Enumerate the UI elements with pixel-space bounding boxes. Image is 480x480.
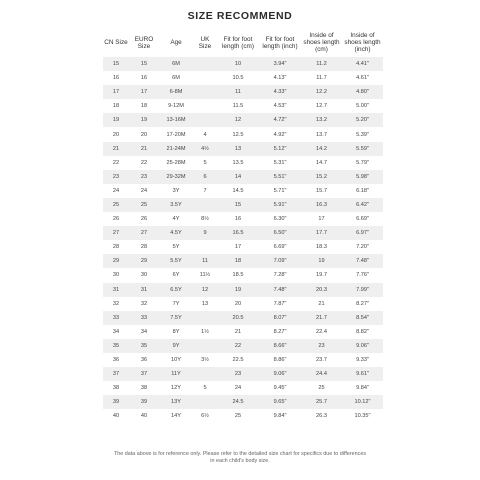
cell-uk-size — [193, 71, 217, 85]
table-row — [103, 283, 383, 297]
cell-cn-size: 23 — [103, 170, 129, 184]
cell-foot-length-inch: 9.06" — [259, 367, 301, 381]
cell-inside-length-inch: 4.80" — [342, 85, 383, 99]
cell-euro-size: 18 — [129, 99, 159, 113]
table-row — [103, 71, 383, 85]
cell-foot-length-inch: 3.94" — [259, 57, 301, 71]
table-row — [103, 395, 383, 409]
cell-uk-size: 6 — [193, 170, 217, 184]
cell-cn-size: 24 — [103, 184, 129, 198]
cell-foot-length-cm: 18.5 — [217, 268, 259, 282]
cell-inside-length-inch: 7.99" — [342, 283, 383, 297]
cell-foot-length-inch: 4.92" — [259, 127, 301, 141]
cell-inside-length-cm: 17 — [301, 212, 342, 226]
cell-age: 7Y — [159, 297, 193, 311]
cell-euro-size: 28 — [129, 240, 159, 254]
cell-inside-length-cm: 20.3 — [301, 283, 342, 297]
header-row — [103, 28, 383, 57]
cell-inside-length-cm: 21 — [301, 297, 342, 311]
cell-uk-size — [193, 240, 217, 254]
cell-inside-length-cm: 24.4 — [301, 367, 342, 381]
cell-inside-length-cm: 18.3 — [301, 240, 342, 254]
cell-cn-size: 39 — [103, 395, 129, 409]
header-cn-size: CN Size — [104, 39, 128, 46]
cell-age: 8Y — [159, 325, 193, 339]
cell-inside-length-inch: 7.76" — [342, 268, 383, 282]
cell-cn-size: 25 — [103, 198, 129, 212]
cell-euro-size: 23 — [129, 170, 159, 184]
table-row — [103, 353, 383, 367]
cell-foot-length-cm: 21 — [217, 325, 259, 339]
cell-cn-size: 31 — [103, 283, 129, 297]
cell-uk-size: 6½ — [193, 409, 217, 423]
cell-foot-length-cm: 22 — [217, 339, 259, 353]
cell-uk-size — [193, 198, 217, 212]
cell-cn-size: 34 — [103, 325, 129, 339]
cell-uk-size — [193, 311, 217, 325]
cell-inside-length-cm: 16.3 — [301, 198, 342, 212]
cell-age: 29-32M — [159, 170, 193, 184]
cell-inside-length-cm: 12.7 — [301, 99, 342, 113]
cell-inside-length-inch: 9.61" — [342, 367, 383, 381]
cell-uk-size — [193, 367, 217, 381]
cell-foot-length-inch: 8.07" — [259, 311, 301, 325]
cell-age: 3Y — [159, 184, 193, 198]
cell-cn-size: 35 — [103, 339, 129, 353]
cell-foot-length-cm: 19 — [217, 283, 259, 297]
cell-inside-length-cm: 14.2 — [301, 142, 342, 156]
cell-age: 4.5Y — [159, 226, 193, 240]
cell-cn-size: 36 — [103, 353, 129, 367]
cell-euro-size: 16 — [129, 71, 159, 85]
cell-inside-length-cm: 25.7 — [301, 395, 342, 409]
cell-euro-size: 20 — [129, 127, 159, 141]
cell-inside-length-inch: 10.12" — [342, 395, 383, 409]
cell-foot-length-inch: 8.86" — [259, 353, 301, 367]
cell-cn-size: 26 — [103, 212, 129, 226]
cell-foot-length-cm: 20 — [217, 297, 259, 311]
cell-cn-size: 30 — [103, 268, 129, 282]
cell-uk-size — [193, 339, 217, 353]
cell-euro-size: 37 — [129, 367, 159, 381]
cell-foot-length-cm: 14.5 — [217, 184, 259, 198]
cell-age: 13Y — [159, 395, 193, 409]
cell-uk-size — [193, 99, 217, 113]
cell-uk-size: 5 — [193, 156, 217, 170]
cell-inside-length-cm: 25 — [301, 381, 342, 395]
cell-uk-size: 5 — [193, 381, 217, 395]
cell-inside-length-cm: 12.2 — [301, 85, 342, 99]
cell-inside-length-cm: 13.7 — [301, 127, 342, 141]
cell-cn-size: 40 — [103, 409, 129, 423]
cell-euro-size: 30 — [129, 268, 159, 282]
cell-inside-length-cm: 19 — [301, 254, 342, 268]
table-row — [103, 325, 383, 339]
cell-age: 6-8M — [159, 85, 193, 99]
table-row — [103, 127, 383, 141]
cell-inside-length-inch: 4.61" — [342, 71, 383, 85]
cell-inside-length-inch: 5.39" — [342, 127, 383, 141]
cell-inside-length-inch: 5.79" — [342, 156, 383, 170]
cell-euro-size: 15 — [129, 57, 159, 71]
cell-foot-length-inch: 5.91" — [259, 198, 301, 212]
cell-inside-length-cm: 15.2 — [301, 170, 342, 184]
cell-age: 6.5Y — [159, 283, 193, 297]
cell-uk-size: 9 — [193, 226, 217, 240]
table-row — [103, 85, 383, 99]
cell-inside-length-inch: 5.20" — [342, 113, 383, 127]
header-euro-size: EURO Size — [134, 35, 154, 50]
cell-euro-size: 21 — [129, 142, 159, 156]
cell-age: 3.5Y — [159, 198, 193, 212]
cell-foot-length-cm: 13 — [217, 142, 259, 156]
cell-foot-length-cm: 12.5 — [217, 127, 259, 141]
cell-euro-size: 38 — [129, 381, 159, 395]
cell-uk-size: 13 — [193, 297, 217, 311]
table-row — [103, 268, 383, 282]
cell-inside-length-inch: 5.98" — [342, 170, 383, 184]
cell-inside-length-inch: 7.48" — [342, 254, 383, 268]
cell-age: 4Y — [159, 212, 193, 226]
cell-age: 13-16M — [159, 113, 193, 127]
cell-euro-size: 27 — [129, 226, 159, 240]
cell-euro-size: 25 — [129, 198, 159, 212]
header-uk-size: UK Size — [198, 35, 212, 50]
cell-foot-length-inch: 4.33" — [259, 85, 301, 99]
cell-foot-length-cm: 17 — [217, 240, 259, 254]
cell-foot-length-inch: 5.71" — [259, 184, 301, 198]
table-row — [103, 311, 383, 325]
cell-euro-size: 26 — [129, 212, 159, 226]
header-age: Age — [170, 39, 182, 46]
cell-foot-length-inch: 9.45" — [259, 381, 301, 395]
cell-euro-size: 36 — [129, 353, 159, 367]
table-row — [103, 381, 383, 395]
cell-foot-length-cm: 10.5 — [217, 71, 259, 85]
cell-inside-length-cm: 17.7 — [301, 226, 342, 240]
cell-euro-size: 22 — [129, 156, 159, 170]
cell-inside-length-inch: 6.69" — [342, 212, 383, 226]
cell-uk-size — [193, 395, 217, 409]
cell-inside-length-inch: 8.27" — [342, 297, 383, 311]
cell-uk-size: 11½ — [193, 268, 217, 282]
cell-uk-size: 7 — [193, 184, 217, 198]
cell-cn-size: 37 — [103, 367, 129, 381]
cell-cn-size: 29 — [103, 254, 129, 268]
cell-age: 12Y — [159, 381, 193, 395]
cell-cn-size: 17 — [103, 85, 129, 99]
cell-foot-length-inch: 7.09" — [259, 254, 301, 268]
cell-age: 10Y — [159, 353, 193, 367]
cell-euro-size: 39 — [129, 395, 159, 409]
cell-age: 5.5Y — [159, 254, 193, 268]
table-row — [103, 156, 383, 170]
header-foot-length-inch: Fit for foot length (inch) — [262, 35, 298, 50]
cell-cn-size: 19 — [103, 113, 129, 127]
cell-foot-length-cm: 24.5 — [217, 395, 259, 409]
cell-foot-length-cm: 11 — [217, 85, 259, 99]
table-row — [103, 226, 383, 240]
cell-foot-length-cm: 16.5 — [217, 226, 259, 240]
cell-foot-length-inch: 4.53" — [259, 99, 301, 113]
cell-foot-length-inch: 5.12" — [259, 142, 301, 156]
cell-euro-size: 29 — [129, 254, 159, 268]
cell-inside-length-cm: 15.7 — [301, 184, 342, 198]
cell-age: 9-12M — [159, 99, 193, 113]
cell-foot-length-cm: 18 — [217, 254, 259, 268]
cell-inside-length-inch: 9.33" — [342, 353, 383, 367]
table-row — [103, 113, 383, 127]
cell-age: 7.5Y — [159, 311, 193, 325]
cell-inside-length-cm: 11.7 — [301, 71, 342, 85]
table-row — [103, 212, 383, 226]
cell-uk-size: 4½ — [193, 142, 217, 156]
cell-uk-size: 4 — [193, 127, 217, 141]
cell-foot-length-cm: 24 — [217, 381, 259, 395]
cell-age: 17-20M — [159, 127, 193, 141]
cell-foot-length-cm: 13.5 — [217, 156, 259, 170]
cell-uk-size: 3½ — [193, 353, 217, 367]
table-row — [103, 240, 383, 254]
cell-uk-size — [193, 113, 217, 127]
cell-age: 14Y — [159, 409, 193, 423]
cell-uk-size: 12 — [193, 283, 217, 297]
cell-cn-size: 32 — [103, 297, 129, 311]
cell-euro-size: 33 — [129, 311, 159, 325]
cell-inside-length-cm: 22.4 — [301, 325, 342, 339]
cell-inside-length-inch: 10.35" — [342, 409, 383, 423]
cell-foot-length-inch: 4.13" — [259, 71, 301, 85]
table-row — [103, 297, 383, 311]
table-row — [103, 409, 383, 423]
cell-foot-length-inch: 6.69" — [259, 240, 301, 254]
cell-cn-size: 15 — [103, 57, 129, 71]
cell-cn-size: 33 — [103, 311, 129, 325]
table-row — [103, 367, 383, 381]
header-foot-length-cm: Fit for foot length (cm) — [222, 35, 254, 50]
table-row — [103, 184, 383, 198]
cell-foot-length-cm: 11.5 — [217, 99, 259, 113]
table-row — [103, 254, 383, 268]
cell-inside-length-inch: 8.54" — [342, 311, 383, 325]
cell-inside-length-inch: 9.84" — [342, 381, 383, 395]
cell-uk-size: 8½ — [193, 212, 217, 226]
cell-foot-length-inch: 9.65" — [259, 395, 301, 409]
cell-foot-length-inch: 6.50" — [259, 226, 301, 240]
cell-age: 9Y — [159, 339, 193, 353]
cell-inside-length-inch: 8.82" — [342, 325, 383, 339]
cell-euro-size: 35 — [129, 339, 159, 353]
cell-foot-length-inch: 5.51" — [259, 170, 301, 184]
cell-uk-size: 1½ — [193, 325, 217, 339]
cell-cn-size: 28 — [103, 240, 129, 254]
cell-inside-length-cm: 26.3 — [301, 409, 342, 423]
table-row — [103, 339, 383, 353]
page-title: SIZE RECOMMEND — [187, 10, 293, 22]
cell-foot-length-cm: 25 — [217, 409, 259, 423]
table-row — [103, 99, 383, 113]
cell-euro-size: 19 — [129, 113, 159, 127]
cell-euro-size: 17 — [129, 85, 159, 99]
cell-foot-length-cm: 22.5 — [217, 353, 259, 367]
cell-inside-length-cm: 13.2 — [301, 113, 342, 127]
header-inside-length-cm: Inside of shoes length (cm) — [303, 32, 340, 53]
cell-cn-size: 20 — [103, 127, 129, 141]
cell-foot-length-inch: 8.27" — [259, 325, 301, 339]
cell-foot-length-inch: 8.66" — [259, 339, 301, 353]
cell-inside-length-cm: 23.7 — [301, 353, 342, 367]
cell-inside-length-cm: 14.7 — [301, 156, 342, 170]
cell-foot-length-inch: 4.72" — [259, 113, 301, 127]
cell-age: 6M — [159, 57, 193, 71]
cell-inside-length-inch: 6.42" — [342, 198, 383, 212]
cell-cn-size: 16 — [103, 71, 129, 85]
cell-age: 6Y — [159, 268, 193, 282]
cell-inside-length-inch: 9.06" — [342, 339, 383, 353]
cell-age: 21-24M — [159, 142, 193, 156]
cell-foot-length-inch: 6.30" — [259, 212, 301, 226]
cell-foot-length-inch: 5.31" — [259, 156, 301, 170]
cell-inside-length-cm: 23 — [301, 339, 342, 353]
cell-age: 11Y — [159, 367, 193, 381]
header-inside-length-inch: Inside of shoes length (inch) — [344, 32, 381, 53]
cell-inside-length-inch: 5.00" — [342, 99, 383, 113]
cell-age: 6M — [159, 71, 193, 85]
cell-uk-size — [193, 85, 217, 99]
cell-euro-size: 40 — [129, 409, 159, 423]
table-row — [103, 170, 383, 184]
cell-foot-length-inch: 7.28" — [259, 268, 301, 282]
cell-cn-size: 18 — [103, 99, 129, 113]
cell-foot-length-inch: 9.84" — [259, 409, 301, 423]
cell-inside-length-inch: 6.18" — [342, 184, 383, 198]
cell-uk-size — [193, 57, 217, 71]
cell-euro-size: 34 — [129, 325, 159, 339]
cell-inside-length-cm: 19.7 — [301, 268, 342, 282]
cell-euro-size: 24 — [129, 184, 159, 198]
cell-cn-size: 21 — [103, 142, 129, 156]
table-row — [103, 57, 383, 71]
cell-age: 25-28M — [159, 156, 193, 170]
cell-cn-size: 38 — [103, 381, 129, 395]
cell-foot-length-cm: 23 — [217, 367, 259, 381]
cell-foot-length-inch: 7.48" — [259, 283, 301, 297]
cell-inside-length-cm: 11.2 — [301, 57, 342, 71]
cell-euro-size: 32 — [129, 297, 159, 311]
cell-foot-length-inch: 7.87" — [259, 297, 301, 311]
size-table — [103, 28, 383, 423]
table-row — [103, 198, 383, 212]
cell-foot-length-cm: 20.5 — [217, 311, 259, 325]
cell-age: 5Y — [159, 240, 193, 254]
cell-inside-length-inch: 7.20" — [342, 240, 383, 254]
cell-inside-length-cm: 21.7 — [301, 311, 342, 325]
cell-foot-length-cm: 16 — [217, 212, 259, 226]
cell-cn-size: 27 — [103, 226, 129, 240]
cell-uk-size: 11 — [193, 254, 217, 268]
cell-foot-length-cm: 15 — [217, 198, 259, 212]
disclaimer-note: The data above is for reference only. Please refer to the detailed size chart for specifics due to differences in each child's body size. — [113, 451, 367, 464]
cell-euro-size: 31 — [129, 283, 159, 297]
cell-inside-length-inch: 6.97" — [342, 226, 383, 240]
cell-inside-length-inch: 4.41" — [342, 57, 383, 71]
cell-foot-length-cm: 12 — [217, 113, 259, 127]
cell-foot-length-cm: 10 — [217, 57, 259, 71]
table-row — [103, 142, 383, 156]
cell-inside-length-inch: 5.59" — [342, 142, 383, 156]
cell-foot-length-cm: 14 — [217, 170, 259, 184]
cell-cn-size: 22 — [103, 156, 129, 170]
